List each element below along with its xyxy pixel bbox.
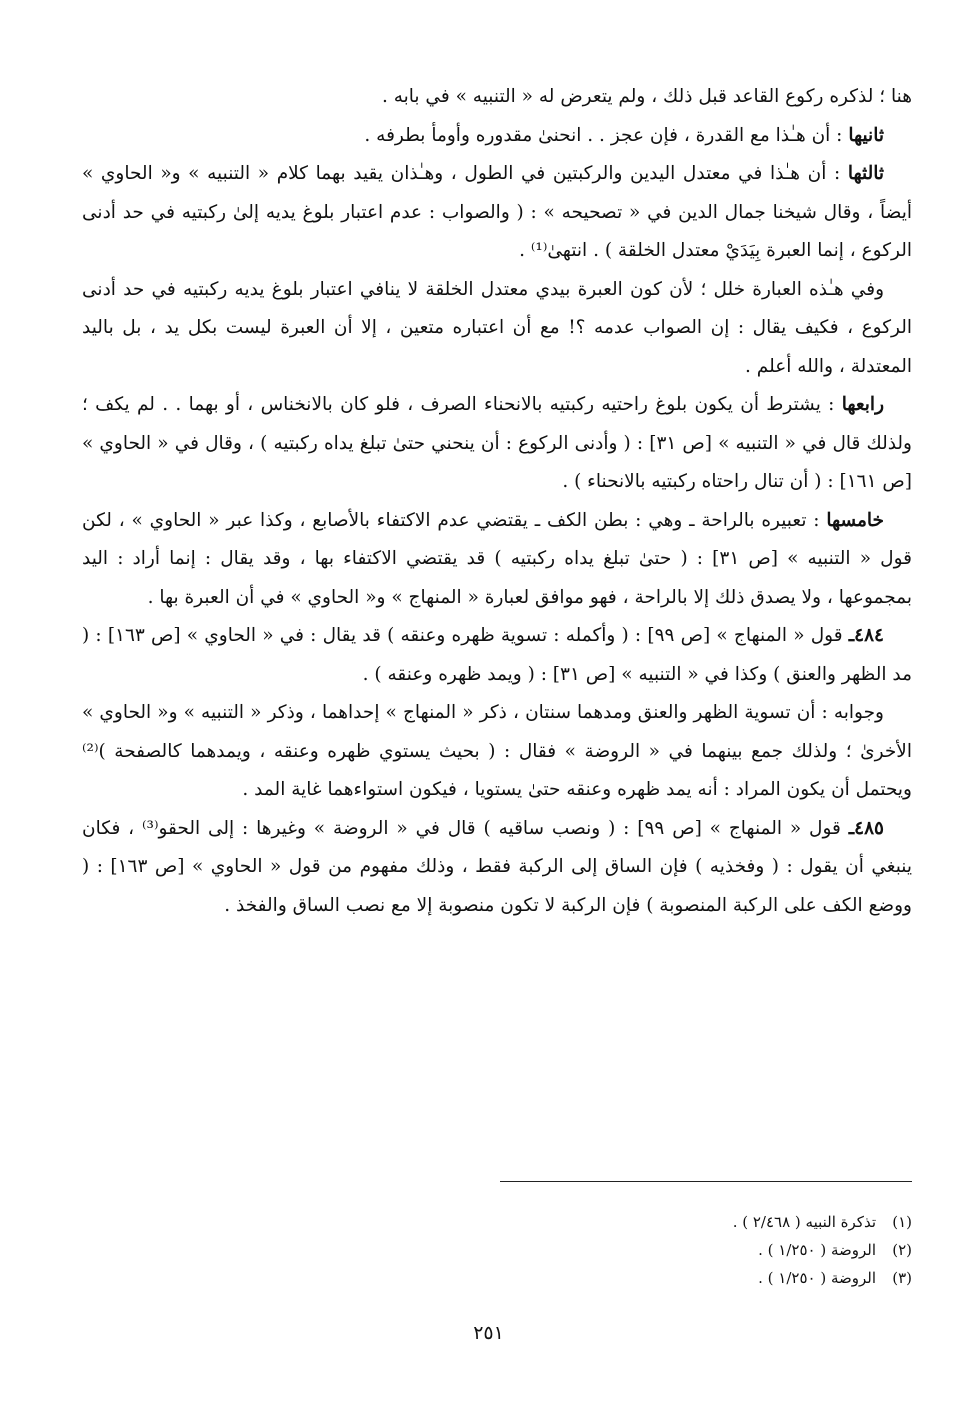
footnote-2: (٢)الروضة ( ١/٢٥٠ ) . <box>758 1241 912 1259</box>
footnotes <box>500 1208 912 1292</box>
paragraph-8: وجوابه : أن تسوية الظهر والعنق ومدهما سنتان ، ذكر « المنهاج » إحداهما ، وذكر « التنبيه » و« الحاوي » الأخرىٰ ؛ ولذلك جمع بينهما في « الروضة » فقال : ( بحيث يستوي ظهره وعنقه ، ويمدهما كالصفحة )⁽²⁾ ويحتمل أن يكون المراد : أنه يمد ظهره وعنقه حتىٰ يستويا ، فيكون استواءهما غاية المد . <box>82 702 912 800</box>
paragraph-6: خامسها : تعبيره بالراحة ـ وهي : بطن الكف ـ يقتضي عدم الاكتفاء بالأصابع ، وكذا عبر « الحاوي » ، لكن قول « التنبيه » [ص ٣١] : ( حتىٰ تبلغ يداه ركبتيه ) قد يقتضي الاكتفاء بها ، وقد يقال : إنما أراد : اليد بمجموعها ، ولا يصدق ذلك إلا بالراحة ، فهو موافق لعبارة « المنهاج » و« الحاوي » في أن العبرة بها . <box>82 509 912 608</box>
paragraph-5: رابعها : يشترط أن يكون بلوغ راحتيه ركبتيه بالانحناء الصرف ، فلو كان بالانخناس ، أو بهما . . لم يكف ؛ ولذلك قال في « التنبيه » [ص ٣١] : ( وأدنى الركوع : أن ينحني حتىٰ تبلغ يداه ركبتيه ) ، وقال في « الحاوي » [ص ١٦١] : ( أن تنال راحتاه ركبتيه بالانحناء ) . <box>82 394 912 492</box>
item-number: ٤٨٤ـ <box>848 625 884 646</box>
page-number: ٢٥١ <box>473 1322 504 1344</box>
paragraph-lead: خامسها <box>826 509 884 531</box>
paragraph-4: وفي هـٰذه العبارة خلل ؛ لأن كون العبرة بيدي معتدل الخلقة لا ينافي اعتبار بلوغ يديه ركبتيه في حد أدنى الركوع ، فكيف يقال : إن الصواب عدمه ؟! مع أن اعتباره متعين ، إلا أن العبرة ليست بكل يد ، بل باليد المعتدلة ، والله أعلم . <box>82 278 912 377</box>
footnote-1: (١)تذكرة النبيه ( ٢/٤٦٨ ) . <box>732 1213 912 1231</box>
paragraph-2: ثانيها : أن هـٰذا مع القدرة ، فإن عجز . . انحنىٰ مقدوره وأومأ بطرفه . <box>364 124 884 146</box>
footnote-divider <box>500 1181 912 1182</box>
paragraph-9: ٤٨٥ـ قول « المنهاج » [ص ٩٩] : ( ونصب ساقيه ) قال في « الروضة » وغيرها : إلى الحقو⁽³⁾ ، فكان ينبغي أن يقول : ( وفخذيه ) فإن الساق إلى الركبة فقط ، وذلك مفهوم من قول « الحاوي » [ص ١٦٣] : ( ووضع الكف على الركبة المنصوبة ) فإن الركبة لا تكون منصوبة إلا مع نصب الساق والفخذ . <box>82 817 913 916</box>
paragraph-7: ٤٨٤ـ قول « المنهاج » [ص ٩٩] : ( وأكمله : تسوية ظهره وعنقه ) قد يقال : في « الحاوي » [ص ١٦٣] : ( مد الظهر والعنق ) وكذا في « التنبيه » [ص ٣١] : ( ويمد ظهره وعنقه ) . <box>82 625 912 685</box>
paragraph-lead: ثالثها <box>847 163 884 184</box>
body-text <box>82 78 912 925</box>
paragraph-lead: رابعها <box>841 394 884 415</box>
footnote-3: (٣)الروضة ( ١/٢٥٠ ) . <box>758 1269 912 1287</box>
paragraph-3: ثالثها : أن هـٰذا في معتدل اليدين والركبتين في الطول ، وهـٰذان يقيد بهما كلام « التنبيه » و« الحاوي » أيضاً ، وقال شيخنا جمال الدين في « تصحيحه » : ( والصواب : عدم اعتبار بلوغ يديه إلىٰ ركبتيه في حد أدنى الركوع ، إنما العبرة بِيَدَيْ معتدل الخلقة ) . انتهىٰ⁽¹⁾ . <box>82 163 912 261</box>
paragraph-lead: ثانيها <box>848 124 884 146</box>
paragraph-1: هنا ؛ لذكره ركوع القاعد قبل ذلك ، ولم يتعرض له « التنبيه » في بابه . <box>381 86 912 107</box>
item-number: ٤٨٥ـ <box>848 817 884 839</box>
